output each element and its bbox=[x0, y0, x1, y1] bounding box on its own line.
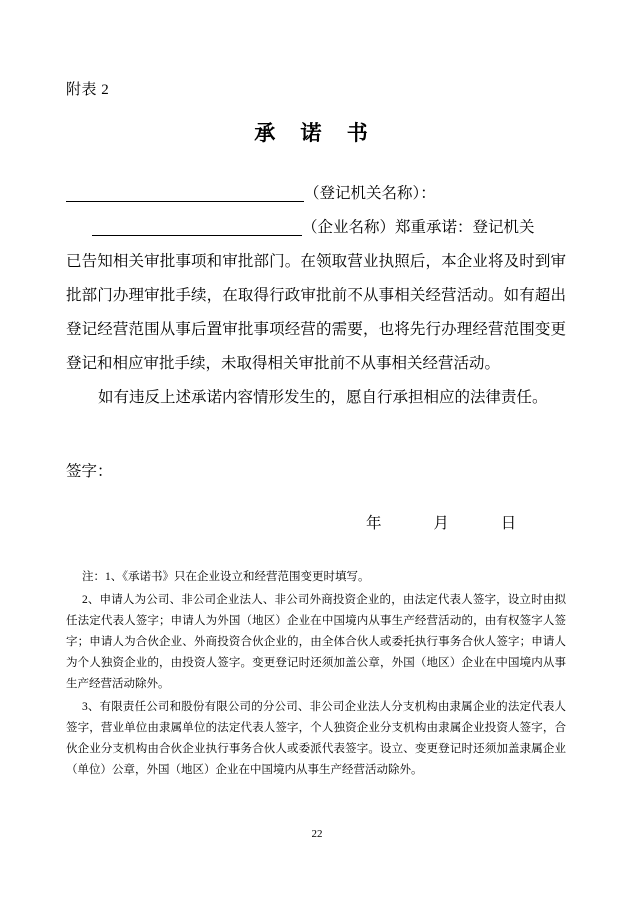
date-year-label: 年 bbox=[366, 515, 384, 532]
registry-line bbox=[66, 177, 566, 211]
enterprise-line bbox=[66, 211, 566, 245]
page-title: 承 诺 书 bbox=[254, 121, 378, 145]
date-month-label: 月 bbox=[433, 515, 451, 532]
note-item-1: 注：1、《承诺书》只在企业设立和经营范围变更时填写。 bbox=[82, 571, 370, 583]
signature-label: 签字： bbox=[66, 463, 113, 480]
commitment-paragraph-2: 如有违反上述承诺内容情形发生的，愿自行承担相应的法律责任。 bbox=[98, 389, 548, 406]
notes-section bbox=[66, 567, 566, 781]
registry-name-blank[interactable] bbox=[66, 181, 304, 202]
attachment-label: 附表 2 bbox=[66, 82, 110, 98]
enterprise-name-blank[interactable] bbox=[92, 215, 302, 236]
note-item-3: 3、有限责任公司和股份有限公司的分公司、非公司企业法人分支机构由隶属企业的法定代表人签字，营业单位由隶属单位的法定代表人签字，个人独资企业分支机构由隶属企业投资人签字，合伙企业分支机构由合伙企业执行事务合伙人或委派代表签字。设立、变更登记时还须加盖隶属企业（单位）公章，外国（地区）企业在中国境内从事生产经营活动除外。 bbox=[66, 701, 566, 776]
note-item-2: 2、申请人为公司、非公司企业法人、非公司外商投资企业的，由法定代表人签字，设立时由拟任法定代表人签字；申请人为外国（地区）企业在中国境内从事生产经营活动的，由有权签字人签字；申请人为合伙企业、外商投资合伙企业的，由全体合伙人或委托执行事务合伙人签字；申请人为个人独资企业的，由投资人签字。变更登记时还须加盖公章，外国（地区）企业在中国境内从事生产经营活动除外。 bbox=[66, 594, 566, 690]
date-row bbox=[66, 511, 566, 533]
document-content bbox=[66, 78, 566, 783]
date-day-label: 日 bbox=[500, 515, 519, 532]
enterprise-name-suffix: （企业名称）郑重承诺：登记机关 bbox=[302, 219, 535, 236]
page-number: 22 bbox=[311, 828, 323, 840]
commitment-paragraph-1: 已告知相关审批事项和审批部门。在领取营业执照后，本企业将及时到审批部门办理审批手续，在取得行政审批前不从事相关经营活动。如有超出登记经营范围从事后置审批事项经营的需要，也将先行办理经营范围变更登记和相应审批手续，未取得相关审批前不从事相关经营活动。 bbox=[66, 253, 566, 372]
registry-name-suffix: （登记机关名称）： bbox=[304, 185, 436, 202]
